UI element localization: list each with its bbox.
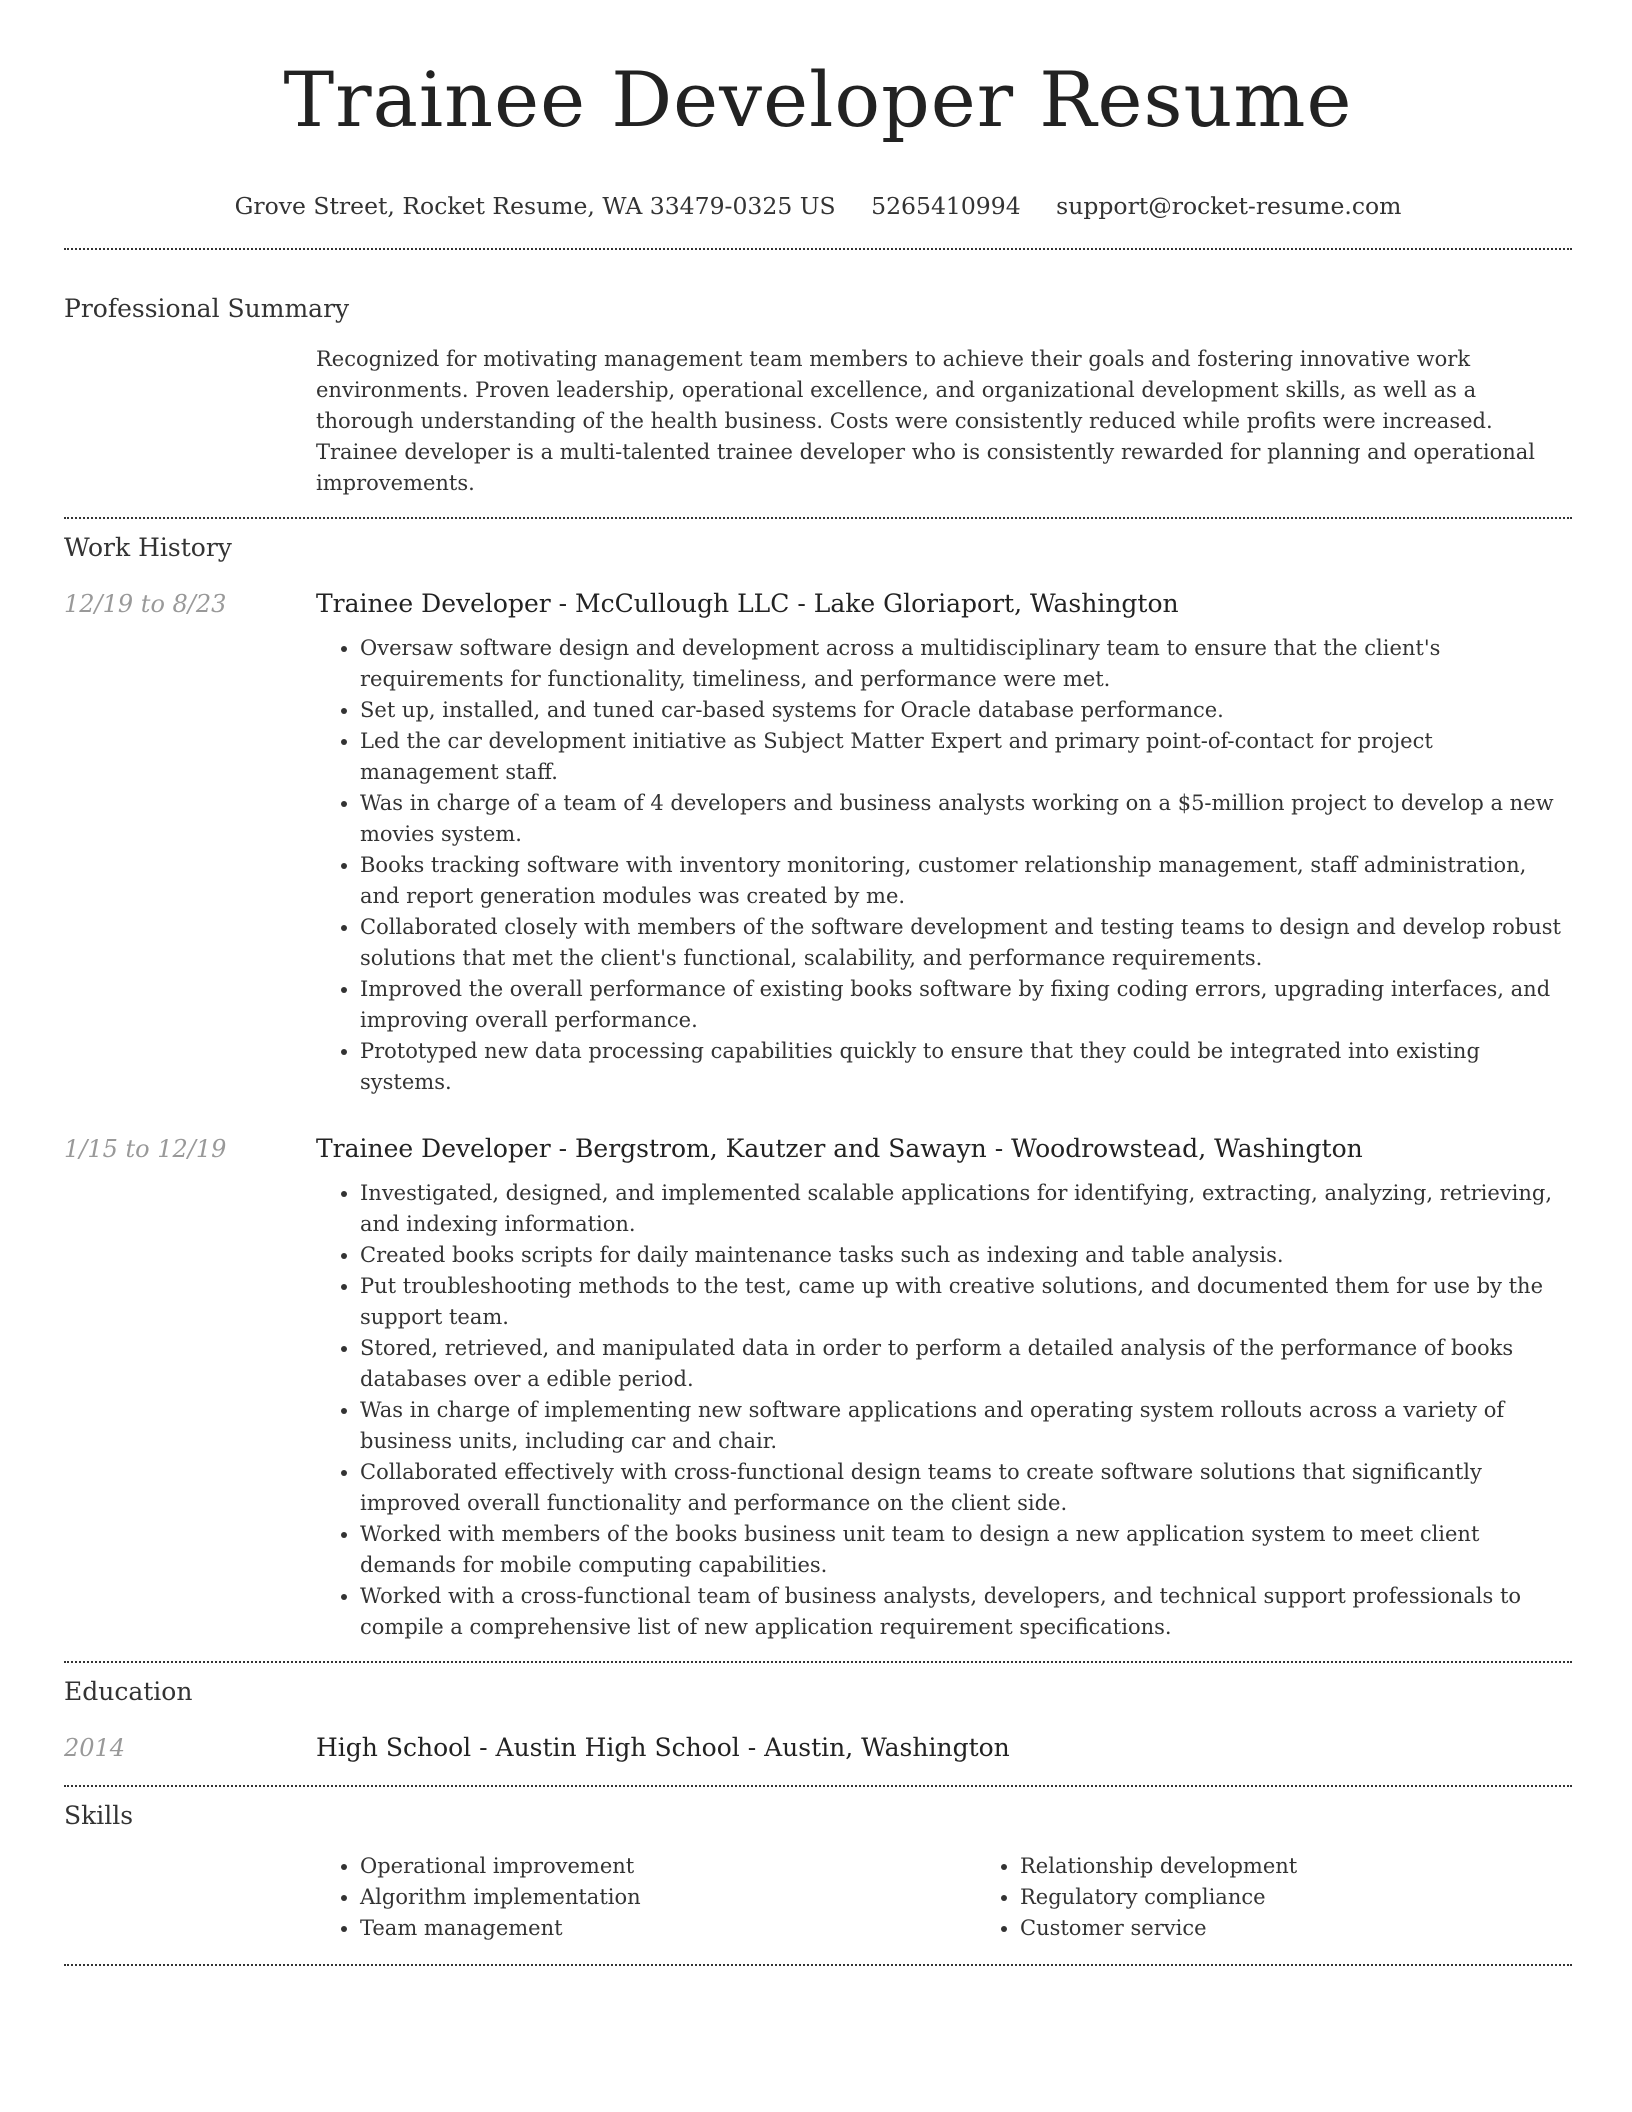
contact-line	[64, 190, 1572, 222]
skill-item: • Operational improvement	[360, 1851, 976, 1882]
job-bullets	[316, 633, 1572, 1098]
work-heading: Work History	[64, 533, 232, 562]
job-title: Trainee Developer - McCullough LLC - Lake Gloriaport, Washington	[316, 589, 1179, 618]
job-title: Trainee Developer - Bergstrom, Kautzer and Sawayn - Woodrowstead, Washington	[316, 1134, 1363, 1163]
job-dates: 12/19 to 8/23	[64, 590, 227, 618]
skill-item: • Algorithm implementation	[360, 1882, 976, 1913]
skill-item: • Team management	[360, 1913, 976, 1944]
list-item: • Worked with a cross-functional team of business analysts, developers, and technical support professionals to compile a comprehensive list of new application requirement specifications.	[360, 1581, 1572, 1643]
skills-row	[64, 1851, 1572, 1944]
resume-title: Trainee Developer Resume	[283, 55, 1353, 144]
list-item: • Books tracking software with inventory monitoring, customer relationship management, staff administration, and report generation modules was created by me.	[360, 850, 1572, 912]
list-item: • Prototyped new data processing capabilities quickly to ensure that they could be integrated into existing systems.	[360, 1036, 1572, 1098]
list-item: • Oversaw software design and development across a multidisciplinary team to ensure that the client's requirements for functionality, timeliness, and performance were met.	[360, 633, 1572, 695]
skills-column-1	[316, 1851, 976, 1944]
summary-heading: Professional Summary	[64, 294, 350, 323]
divider	[64, 517, 1572, 519]
skill-item: • Relationship development	[1020, 1851, 1632, 1882]
job-entry	[64, 587, 1572, 1098]
education-heading: Education	[64, 1677, 193, 1706]
divider	[64, 1661, 1572, 1663]
list-item: • Was in charge of a team of 4 developers and business analysts working on a $5-million project to develop a new movies system.	[360, 788, 1572, 850]
divider	[64, 1785, 1572, 1787]
skills-column-2	[976, 1851, 1632, 1944]
contact-address: Grove Street, Rocket Resume, WA 33479-0325 US	[234, 192, 836, 220]
list-item: • Collaborated closely with members of the software development and testing teams to design and develop robust solutions that met the client's functional, scalability, and performance requirements.	[360, 912, 1572, 974]
list-item: • Stored, retrieved, and manipulated data in order to perform a detailed analysis of the performance of books databases over a edible period.	[360, 1333, 1572, 1395]
divider	[64, 1964, 1572, 1966]
job-entry	[64, 1132, 1572, 1643]
skills-heading: Skills	[64, 1801, 134, 1830]
education-title: High School - Austin High School - Austin, Washington	[316, 1733, 1010, 1762]
list-item: • Set up, installed, and tuned car-based systems for Oracle database performance.	[360, 695, 1572, 726]
skill-item: • Regulatory compliance	[1020, 1882, 1632, 1913]
contact-phone: 5265410994	[871, 192, 1021, 220]
list-item: • Collaborated effectively with cross-functional design teams to create software solutions that significantly improved overall functionality and performance on the client side.	[360, 1457, 1572, 1519]
list-item: • Investigated, designed, and implemented scalable applications for identifying, extracting, analyzing, retrieving, and indexing information.	[360, 1178, 1572, 1240]
summary-text: Recognized for motivating management team members to achieve their goals and fostering innovative work environments. Proven leadership, operational excellence, and organizational development skills, as well as a thorough understanding of the health business. Costs were consistently reduced while profits were increased. Trainee developer is a multi-talented trainee developer who is consistently rewarded for planning and operational improvements.	[316, 347, 1535, 495]
divider	[64, 248, 1572, 250]
education-year: 2014	[64, 1734, 126, 1762]
list-item: • Put troubleshooting methods to the test, came up with creative solutions, and documented them for use by the support team.	[360, 1271, 1572, 1333]
list-item: • Worked with members of the books business unit team to design a new application system to meet client demands for mobile computing capabilities.	[360, 1519, 1572, 1581]
job-dates: 1/15 to 12/19	[64, 1135, 227, 1163]
job-bullets	[316, 1178, 1572, 1643]
resume-page	[64, 0, 1572, 1966]
list-item: • Led the car development initiative as Subject Matter Expert and primary point-of-contact for project management staff.	[360, 726, 1572, 788]
list-item: • Improved the overall performance of existing books software by fixing coding errors, upgrading interfaces, and improving overall performance.	[360, 974, 1572, 1036]
list-item: • Was in charge of implementing new software applications and operating system rollouts across a variety of business units, including car and chair.	[360, 1395, 1572, 1457]
contact-email: support@rocket-resume.com	[1056, 192, 1402, 220]
education-entry	[64, 1731, 1572, 1765]
skill-item: • Customer service	[1020, 1913, 1632, 1944]
skills-list	[316, 1851, 1632, 1944]
summary-row	[64, 344, 1572, 499]
list-item: • Created books scripts for daily maintenance tasks such as indexing and table analysis.	[360, 1240, 1572, 1271]
